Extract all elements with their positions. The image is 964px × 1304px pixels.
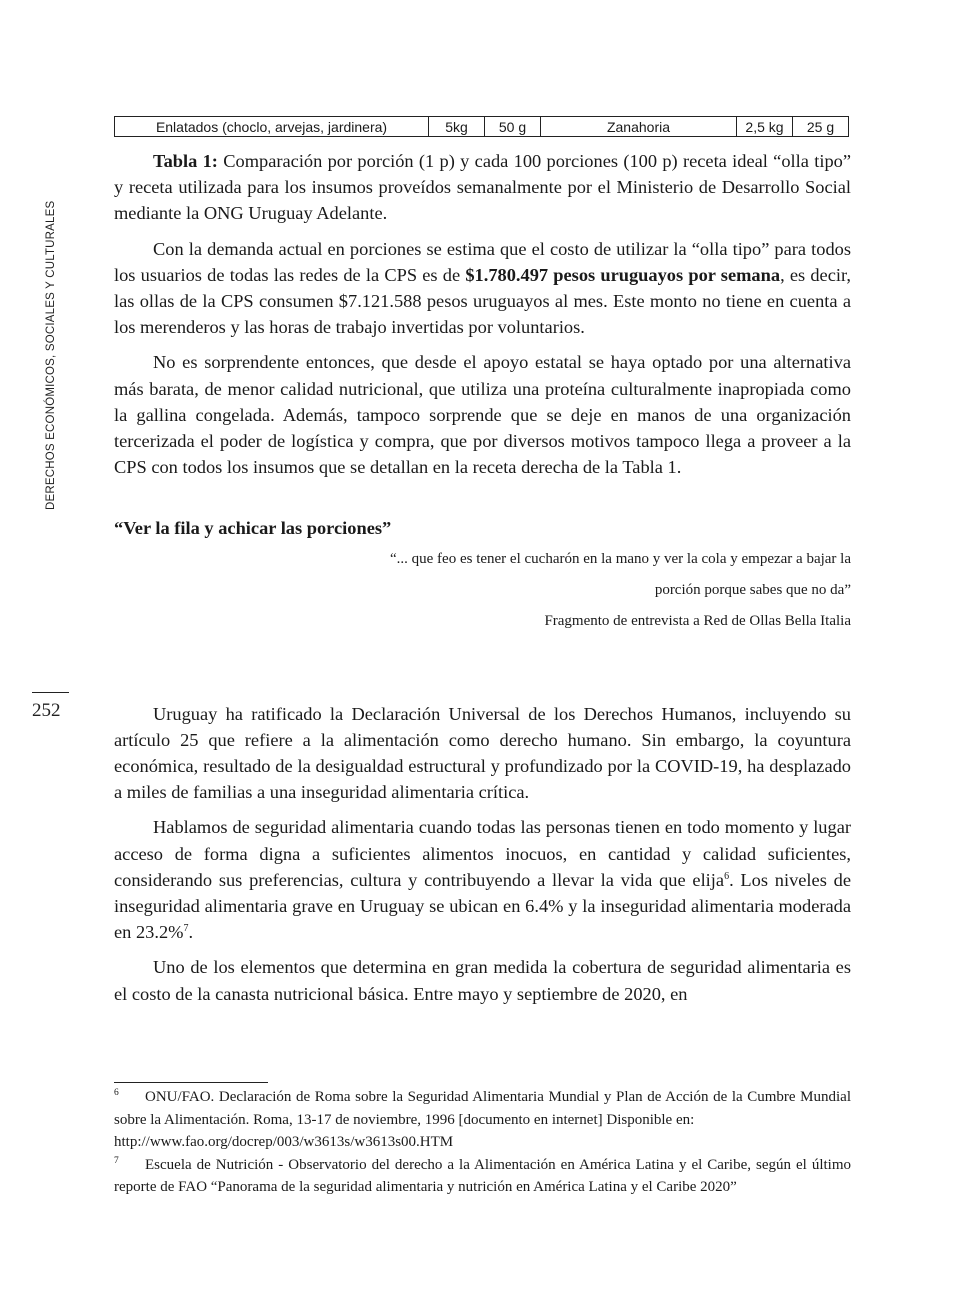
footnote	[114, 1154, 851, 1199]
paragraph-uruguay: Uruguay ha ratificado la Declaración Universal de los Derechos Humanos, incluyendo su artículo 25 que refiere a la alimentación como derecho humano. Sin embargo, la coyuntura económica, resultado de la desigualdad estructural y profundizado por la COVID-19, ha desplazado a miles de familias a una inseguridad alimentaria crítica.	[114, 703, 851, 803]
table-cell: 25 g	[793, 117, 849, 137]
table-cell: 2,5 kg	[737, 117, 793, 137]
paragraph-surprise: No es sorprendente entonces, que desde el apoyo estatal se haya optado por una alternativa más barata, de menor calidad nutricional, que utiliza una proteína culturalmente inapropiada como la gallina congelada. Además, tampoco sorprende que se deje en manos de una organización tercerizada el poder de logística y compra, que por diversos motivos tampoco llega a proveer a la CPS con todos los insumos que se detallan en la receta derecha de la Tabla 1.	[114, 352, 851, 478]
paragraph-cost	[114, 236, 851, 341]
main-text	[114, 148, 851, 1016]
page-number: 252	[32, 700, 61, 721]
paragraph-cost-basket: Uno de los elementos que determina en gran medida la cobertura de seguridad alimentaria es el costo de la canasta nutricional básica. Entre mayo y septiembre de 2020, en	[114, 957, 851, 1004]
paragraph-security	[114, 814, 851, 945]
footnote-ref[interactable]: 6	[724, 870, 730, 882]
table-cell: 5kg	[429, 117, 485, 137]
running-side-title: DERECHOS ECONÓMICOS, SOCIALES Y CULTURALES	[45, 200, 57, 510]
footnote-url[interactable]: http://www.fao.org/docrep/003/w3613s/w3613s00.HTM	[114, 1134, 454, 1150]
epigraph-line: “... que feo es tener el cucharón en la mano y ver la cola y empezar a bajar la	[389, 550, 851, 567]
paragraph-text: , es decir, las ollas de la CPS consumen $7.121.588 pesos uruguayos al mes. Este monto no tiene en cuenta a los merenderos y las horas de trabajo invertidas por voluntarios.	[114, 264, 851, 338]
footnote-text: ONU/FAO. Declaración de Roma sobre la Seguridad Alimentaria Mundial y Plan de Acción de la Cumbre Mundial sobre la Alimentación. Roma, 13-17 de noviembre, 1996 [documento en internet] Disponible en:	[114, 1089, 851, 1128]
table-caption	[114, 148, 851, 227]
caption-label: Tabla 1:	[153, 151, 218, 171]
paragraph-text: .	[188, 922, 194, 943]
page-number-rule	[32, 692, 69, 693]
footnote-text: Escuela de Nutrición - Observatorio del derecho a la Alimentación en América Latina y el Caribe, según el último reporte de FAO “Panorama de la seguridad alimentaria y nutrición en América Latina y el Caribe 2020”	[114, 1156, 851, 1195]
paragraph-text: Con la demanda actual en porciones se estima que el costo de utilizar la “olla tipo” para todos los usuarios de todas las redes de la CPS es de	[114, 238, 851, 285]
footnote-mark: 6	[114, 1088, 119, 1098]
epigraph-source: Fragmento de entrevista a Red de Ollas Bella Italia	[544, 612, 851, 629]
table-row	[115, 117, 849, 137]
epigraph-line: porción porque sabes que no da”	[654, 581, 851, 598]
spacer	[114, 641, 851, 701]
footnote-ref[interactable]: 7	[183, 923, 189, 935]
table-cell: Zanahoria	[541, 117, 737, 137]
footnote-rule	[114, 1082, 268, 1083]
footnotes	[114, 1086, 851, 1199]
caption-text: Comparación por porción (1 p) y cada 100 porciones (100 p) receta ideal “olla tipo” y receta utilizada para los insumos proveídos semanalmente por el Ministerio de Desarrollo Social mediante la ONG Uruguay Adelante.	[114, 151, 851, 224]
paragraph-text: Hablamos de seguridad alimentaria cuando todas las personas tienen en todo momento y lugar acceso de forma digna a suficientes alimentos inocuos, en cantidad y calidad suficientes, considerando sus preferencias, cultura y contribuyendo a llevar la vida que elija	[114, 817, 851, 890]
section-heading: “Ver la fila y achicar las porciones”	[114, 518, 392, 539]
footnote	[114, 1086, 851, 1131]
highlighted-amount: $1.780.497 pesos uruguayos por semana	[465, 264, 781, 285]
table-cell: 50 g	[485, 117, 541, 137]
ingredients-table	[114, 116, 849, 137]
table-cell: Enlatados (choclo, arvejas, jardinera)	[115, 117, 429, 137]
paragraph-text: . Los niveles de inseguridad alimentaria grave en Uruguay se ubican en 6.4% y la inseguridad alimentaria moderada en 23.2%	[114, 869, 851, 943]
footnote-mark: 7	[114, 1155, 119, 1166]
